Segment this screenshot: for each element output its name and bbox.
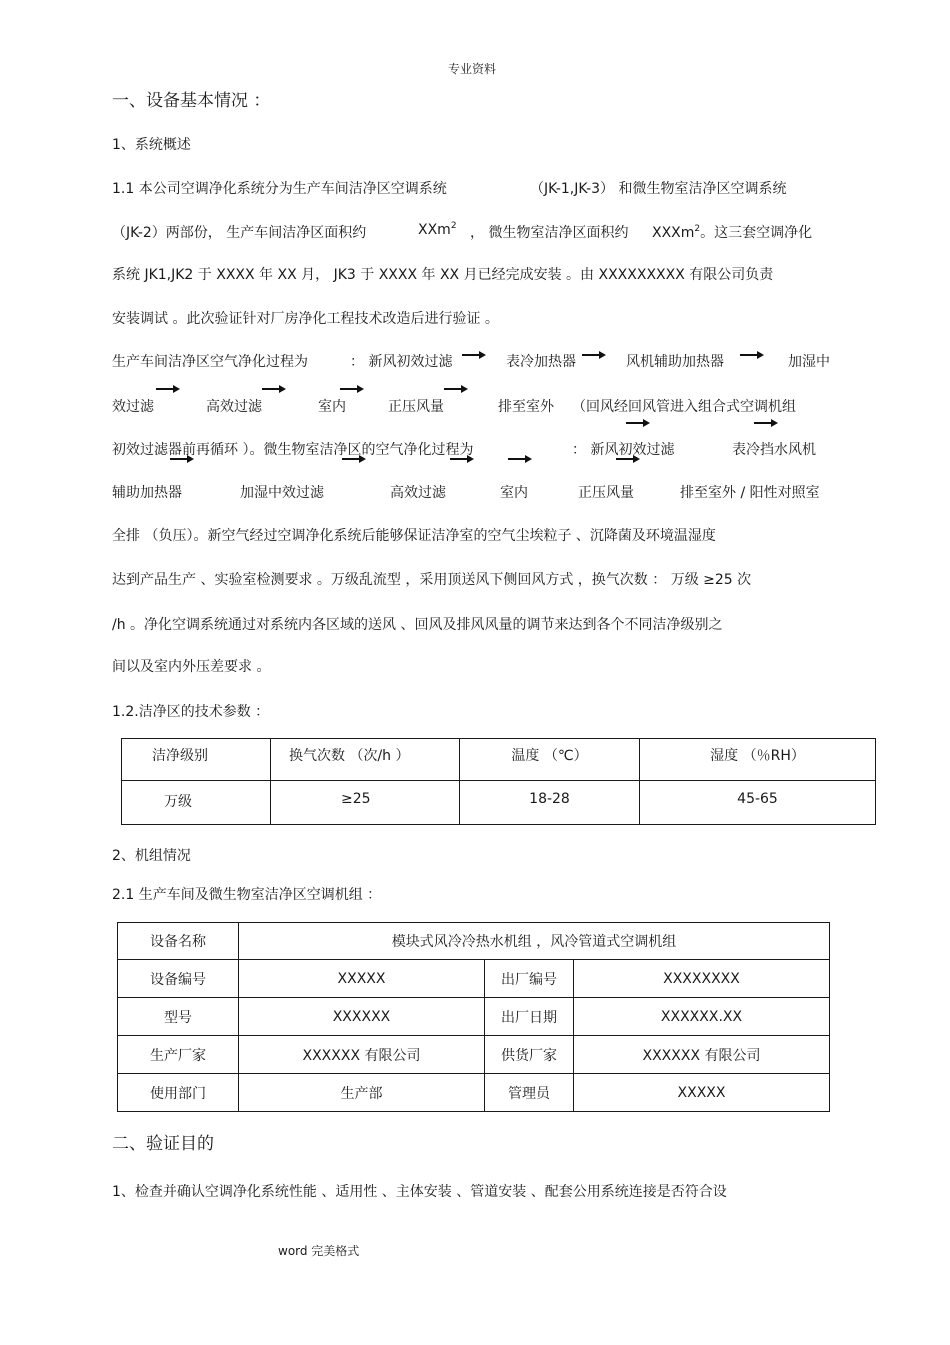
page-header: 专业资料 (448, 62, 497, 76)
subsection-title-2-1: 2.1 生产车间及微生物室洁净区空调机组 ： (112, 887, 382, 903)
flow-arrow-icon (462, 350, 486, 360)
para-line: 表冷挡水风机 (732, 442, 816, 458)
label-cell: 型号 (118, 998, 239, 1036)
para-line: （JK-2）两部份， 生产车间洁净区面积约 (112, 225, 367, 241)
para-line: （回风经回风管进入组合式空调机组 (572, 399, 796, 415)
para-line: 达到产品生产 、实验室检测要求 。万级乱流型 ，采用顶送风下侧回风方式 ，换气次数 ： 万级 ≥25 次 (112, 572, 752, 588)
para-line: 风机辅助加热器 (626, 354, 724, 370)
value-cell: XXXXX (574, 1074, 830, 1112)
para-line: 效过滤 (112, 399, 154, 415)
para-line: 表冷加热器 (506, 354, 576, 370)
value-cell: XXXXXX 有限公司 (239, 1036, 485, 1074)
para-line: XXm$^2$ (418, 221, 457, 238)
flow-arrow-icon (616, 454, 640, 464)
table-cell: 18-28 (460, 781, 640, 825)
subsection-title-1-2: 1.2.洁净区的技术参数 ： (112, 704, 270, 720)
label-cell: 出厂编号 (485, 960, 574, 998)
para-line: 正压风量 (578, 485, 634, 501)
para-line: 室内 (500, 485, 528, 501)
para-line: ： 新风初效过滤 (572, 442, 675, 458)
flow-arrow-icon (754, 418, 778, 428)
para-line: 排至室外 / 阳性对照室 (680, 485, 820, 501)
value-cell: XXXXX (239, 960, 485, 998)
para-line: 初效过滤器前再循环 ）。微生物室洁净区的空气净化过程为 (112, 442, 474, 458)
flow-arrow-icon (582, 350, 606, 360)
para-line: ， 微生物室洁净区面积约 (470, 225, 629, 241)
value-cell: 模块式风冷冷热水机组 ，风冷管道式空调机组 (239, 923, 830, 960)
flow-arrow-icon (740, 350, 764, 360)
flow-arrow-icon (342, 454, 366, 464)
label-cell: 生产厂家 (118, 1036, 239, 1074)
para-line: 全排 （负压）。新空气经过空调净化系统后能够保证洁净室的空气尘埃粒子 、沉降菌及环境温湿度 (112, 528, 716, 544)
table-cell: 万级 (122, 781, 271, 825)
label-cell: 设备名称 (118, 923, 239, 960)
value-cell: 生产部 (239, 1074, 485, 1112)
para-line: 加湿中效过滤 (240, 485, 324, 501)
para-line: 辅助加热器 (112, 485, 182, 501)
para-line: 1、检查并确认空调净化系统性能 、适用性 、主体安装 、管道安装 、配套公用系统连接是否符合设 (112, 1184, 727, 1200)
para-line: 排至室外 (498, 399, 554, 415)
table-row (118, 923, 830, 960)
flow-arrow-icon (508, 454, 532, 464)
para-line: 高效过滤 (206, 399, 262, 415)
label-cell: 使用部门 (118, 1074, 239, 1112)
table-row (118, 1036, 830, 1074)
flow-arrow-icon (450, 454, 474, 464)
flow-arrow-icon (444, 384, 468, 394)
table-row (118, 1074, 830, 1112)
para-line: 间以及室内外压差要求 。 (112, 659, 271, 675)
table-row (122, 781, 876, 825)
flow-arrow-icon (340, 384, 364, 394)
label-cell: 供货厂家 (485, 1036, 574, 1074)
label-cell: 管理员 (485, 1074, 574, 1112)
para-line: 正压风量 (388, 399, 444, 415)
table-cell: ≥25 (271, 781, 460, 825)
header-cell: 洁净级别 (122, 739, 271, 781)
para-line: ： 新风初效过滤 (350, 354, 453, 370)
flow-arrow-icon (262, 384, 286, 394)
value-cell: XXXXXX (239, 998, 485, 1036)
flow-arrow-icon (170, 454, 194, 464)
value-cell: XXXXXX 有限公司 (574, 1036, 830, 1074)
para-line: 系统 JK1,JK2 于 XXXX 年 XX 月， JK3 于 XXXX 年 XX 月已经完成安装 。由 XXXXXXXXX 有限公司负责 (112, 267, 774, 283)
label-cell: 设备编号 (118, 960, 239, 998)
header-cell: 温度 （℃） (460, 739, 640, 781)
value-cell: XXXXXXXX (574, 960, 830, 998)
para-line: 生产车间洁净区空气净化过程为 (112, 354, 308, 370)
para-line: 加湿中 (788, 354, 830, 370)
para-line: 安装调试 。此次验证针对厂房净化工程技术改造后进行验证 。 (112, 311, 499, 327)
subsection-title-2: 2、机组情况 (112, 848, 191, 864)
label-cell: 出厂日期 (485, 998, 574, 1036)
para-line: 高效过滤 (390, 485, 446, 501)
subsection-title-1: 1、系统概述 (112, 137, 191, 153)
section-title-2: 二、验证目的 (112, 1134, 214, 1154)
para-line: 1.1 本公司空调净化系统分为生产车间洁净区空调系统 (112, 181, 447, 197)
value-cell: XXXXXX.XX (574, 998, 830, 1036)
flow-arrow-icon (626, 418, 650, 428)
para-line: 室内 (318, 399, 346, 415)
table-header-row (122, 739, 876, 781)
unit-info-table (117, 922, 830, 1112)
table-row (118, 960, 830, 998)
tech-params-table (121, 738, 876, 825)
para-line: /h 。净化空调系统通过对系统内各区域的送风 、回风及排风风量的调节来达到各个不同洁净级别之 (112, 617, 723, 633)
para-line: （JK-1,JK-3） 和微生物室洁净区空调系统 (530, 181, 787, 197)
header-cell: 湿度 （％RH） (640, 739, 876, 781)
table-row (118, 998, 830, 1036)
flow-arrow-icon (156, 384, 180, 394)
para-line: XXXm$^2$。这三套空调净化 (652, 224, 813, 241)
table-cell: 45-65 (640, 781, 876, 825)
header-cell: 换气次数 （次/h ） (271, 739, 460, 781)
page-footer: word 完美格式 (278, 1244, 360, 1258)
section-title-1: 一、设备基本情况 ： (112, 91, 271, 111)
